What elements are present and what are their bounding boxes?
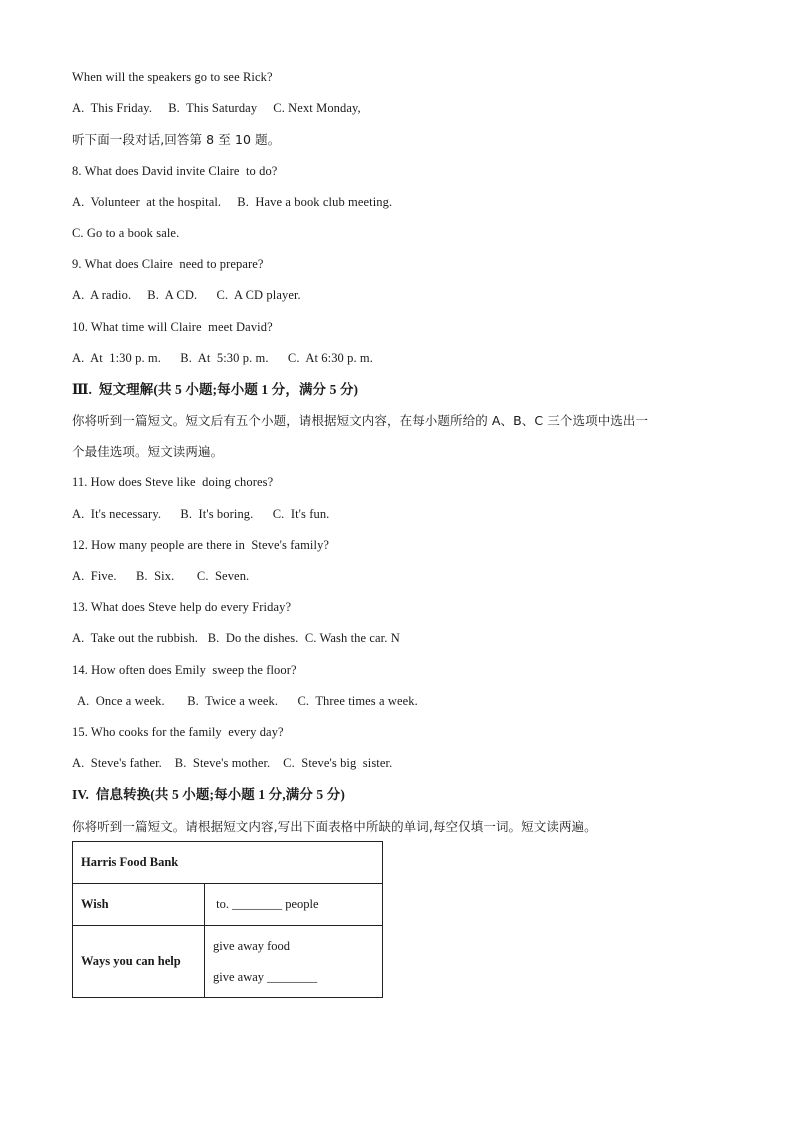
q9-options: A. A radio. B. A CD. C. A CD player. [72,288,301,303]
worksheet-body [72,62,732,842]
ways-label: Ways you can help [73,926,205,998]
wish-label: Wish [73,884,205,926]
q13-question: 13. What does Steve help do every Friday? [72,600,292,615]
q13-options: A. Take out the rubbish. B. Do the dishes. C. Wash the car. N [72,631,400,646]
section3-instr-1: 你将听到一篇短文。短文后有五个小题，请根据短文内容，在每小题所给的 A、B、C 三个选项中选出一 [72,413,649,429]
section4-heading: IV. 信息转换(共 5 小题;每小题 1 分,满分 5 分) [72,787,345,803]
q7-options: A. This Friday. B. This Saturday C. Next Monday, [72,101,361,116]
table-title: Harris Food Bank [73,842,383,884]
section-instr-8-10: 听下面一段对话,回答第 8 至 10 题。 [72,132,281,148]
ways-value-1: give away food [213,938,291,953]
section4-instr: 你将听到一篇短文。请根据短文内容,写出下面表格中所缺的单词,每空仅填一词。短文读两遍。 [72,818,597,834]
q11-options: A. It's necessary. B. It's boring. C. It's fun. [72,506,330,521]
q9-question: 9. What does Claire need to prepare? [72,257,264,272]
q11-question: 11. How does Steve like doing chores? [72,475,274,490]
ways-value [205,926,383,998]
q10-options: A. At 1:30 p. m. B. At 5:30 p. m. C. At 6:30 p. m. [72,350,373,365]
q12-options: A. Five. B. Six. C. Seven. [72,569,250,583]
q8-options-ab: A. Volunteer at the hospital. B. Have a book club meeting. [72,194,393,209]
info-table [72,841,383,998]
q12-question: 12. How many people are there in Steve's family? [72,537,330,552]
q10-question: 10. What time will Claire meet David? [72,319,273,334]
q7-question: When will the speakers go to see Rick? [72,70,273,84]
q14-question: 14. How often does Emily sweep the floor? [72,662,297,677]
q8-option-c: C. Go to a book sale. [72,225,180,240]
section3-heading: Ⅲ. 短文理解(共 5 小题;每小题 1 分，满分 5 分) [72,381,359,397]
q8-question: 8. What does David invite Claire to do? [72,163,278,178]
wish-value: to. ________ people [205,884,383,926]
q14-options: A. Once a week. B. Twice a week. C. Three times a week. [77,693,418,708]
q15-options: A. Steve's father. B. Steve's mother. C. Steve's big sister. [72,756,393,771]
q15-question: 15. Who cooks for the family every day? [72,724,284,739]
ways-value-2: give away ________ [213,969,318,984]
section3-instr-2: 个最佳选项。短文读两遍。 [72,444,224,460]
